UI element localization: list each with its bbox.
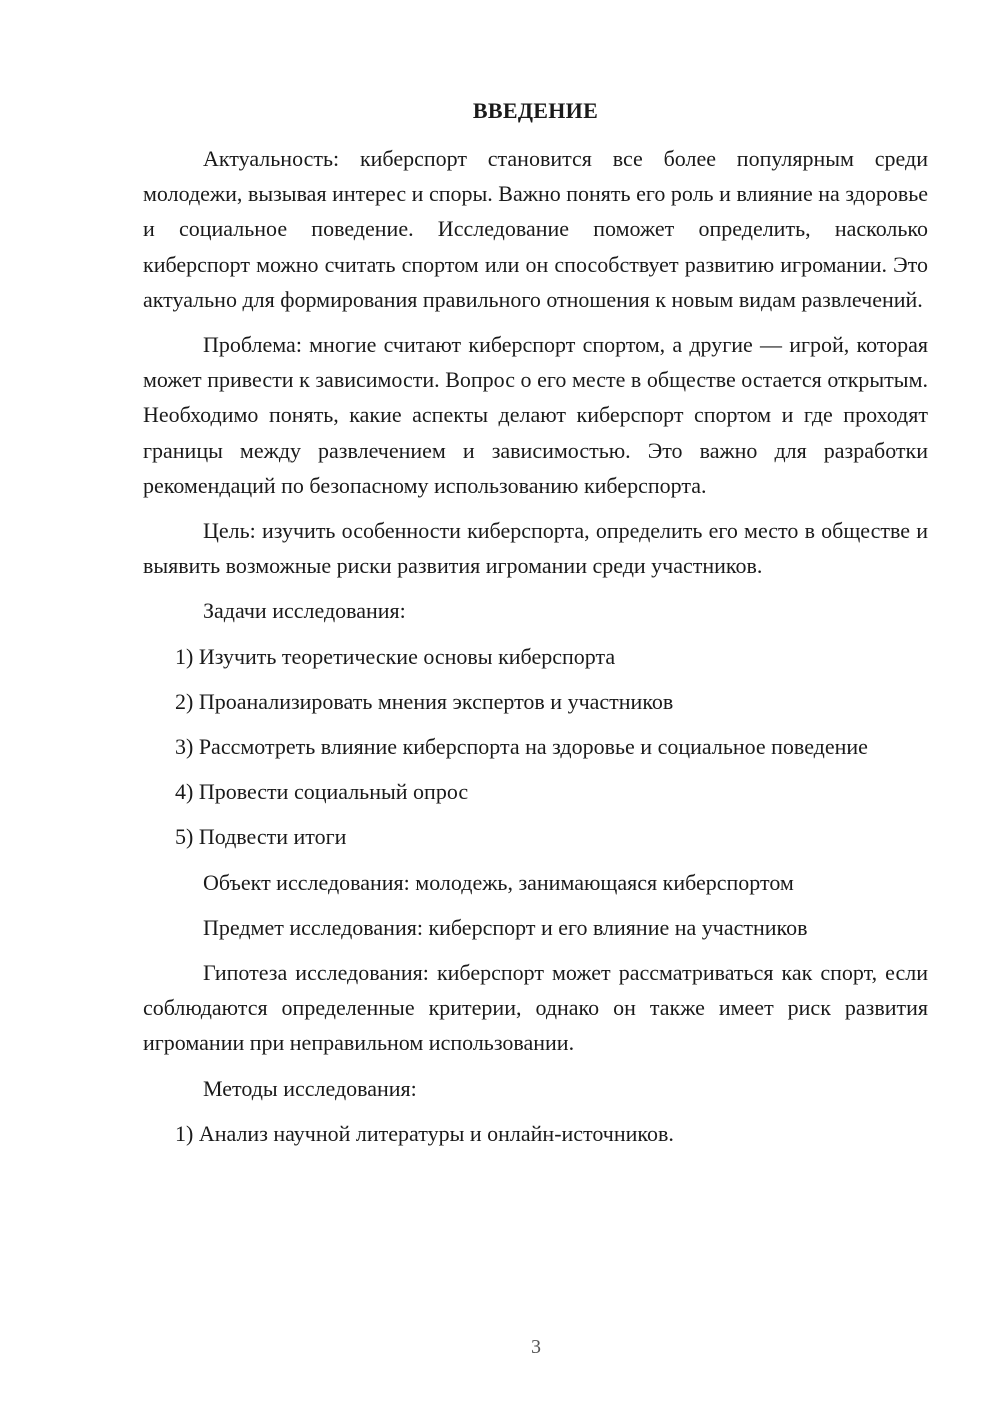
task-item-4: 4) Провести социальный опрос: [175, 779, 469, 805]
paragraph-problem: Проблема: многие считают киберспорт спортом, а другие — игрой, которая может привести к зависимости. Вопрос о его месте в обществе остается открытым. Необходимо понять, какие аспекты делают киберспорт спортом и где проходят границы между развлечением и зависимостью. Это важно для разработки рекомендаций по безопасному использованию киберспорта.: [143, 332, 928, 498]
page-title: ВВЕДЕНИЕ: [472, 98, 599, 123]
paragraph-hypothesis: Гипотеза исследования: киберспорт может рассматриваться как спорт, если соблюдаются определенные критерии, однако он также имеет риск развития игромании при неправильном использовании.: [143, 960, 928, 1056]
task-item-1: 1) Изучить теоретические основы киберспорта: [175, 643, 616, 669]
paragraph-subject: Предмет исследования: киберспорт и его влияние на участников: [203, 914, 808, 940]
task-item-5: 5) Подвести итоги: [175, 824, 347, 850]
tasks-heading: Задачи исследования:: [203, 598, 406, 624]
method-item-1: 1) Анализ научной литературы и онлайн-источников.: [175, 1120, 674, 1146]
page-number: 3: [531, 1336, 541, 1358]
paragraph-object: Объект исследования: молодежь, занимающаяся киберспортом: [203, 869, 794, 895]
task-item-3: 3) Рассмотреть влияние киберспорта на здоровье и социальное поведение: [175, 734, 868, 760]
paragraph-goal: Цель: изучить особенности киберспорта, определить его место в обществе и выявить возможные риски развития игромании среди участников.: [143, 518, 928, 579]
paragraph-relevance: Актуальность: киберспорт становится все более популярным среди молодежи, вызывая интерес и споры. Важно понять его роль и влияние на здоровье и социальное поведение. Исследование поможет определить, насколько киберспорт можно считать спортом или он способствует развитию игромании. Это актуально для формирования правильного отношения к новым видам развлечений.: [143, 146, 928, 312]
methods-heading: Методы исследования:: [203, 1075, 417, 1101]
document-body: [143, 141, 928, 1161]
task-item-2: 2) Проанализировать мнения экспертов и участников: [175, 688, 674, 714]
